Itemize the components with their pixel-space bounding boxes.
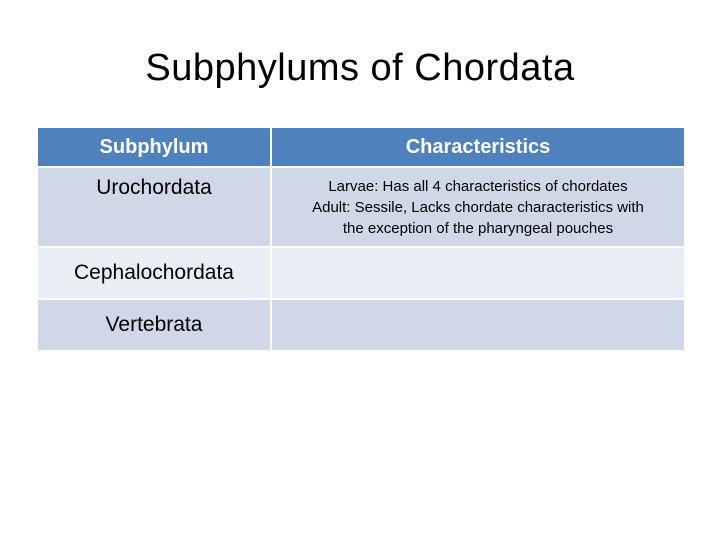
table-row	[37, 167, 685, 247]
cell-subphylum: Urochordata	[37, 167, 271, 247]
slide-title: Subphylums of Chordata	[145, 47, 575, 89]
characteristics-line: Larvae: Has all 4 characteristics of chordates	[328, 177, 628, 195]
cell-characteristics	[271, 247, 685, 299]
cell-subphylum: Vertebrata	[37, 299, 271, 351]
cell-subphylum: Cephalochordata	[37, 247, 271, 299]
header-characteristics: Characteristics	[271, 127, 685, 167]
table-row	[37, 247, 685, 299]
cell-characteristics	[271, 299, 685, 351]
table-header-row	[37, 127, 685, 167]
cell-characteristics	[271, 167, 685, 247]
subphylum-table	[36, 126, 684, 352]
header-subphylum: Subphylum	[37, 127, 271, 167]
characteristics-line: the exception of the pharyngeal pouches	[342, 219, 614, 237]
characteristics-line: Adult: Sessile, Lacks chordate characteristics with	[312, 198, 644, 216]
table-row	[37, 299, 685, 351]
